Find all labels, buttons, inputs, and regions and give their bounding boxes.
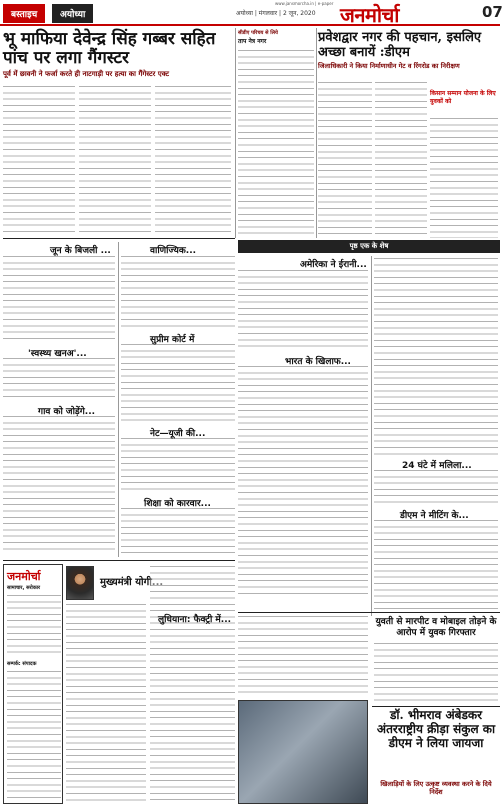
- section-heading: गाव को जोड़ेंगे...: [38, 407, 96, 417]
- section-body: [238, 616, 368, 696]
- masthead-logo: जनमोर्चा: [340, 3, 399, 27]
- ad-details: [7, 671, 61, 801]
- ad-body: [7, 595, 61, 655]
- section-body: [374, 258, 498, 456]
- section-body: [121, 344, 235, 424]
- section-body: [374, 643, 498, 703]
- section-tag: बस्ताइच: [3, 4, 45, 23]
- city-tag: अयोध्या: [52, 4, 93, 23]
- section-rule: [3, 238, 235, 239]
- right-story-headline: प्रवेशद्वार नगर की पहचान, इसलिए अच्छा बनायें :डीएम: [318, 30, 482, 60]
- page-number: 07: [482, 3, 503, 21]
- lead-column-2: [79, 86, 151, 234]
- bottom-right-headline: डॉ. भीमराव अंबेडकर अंतरराष्ट्रीय क्रीड़ा संकुल का डीएम ने लिया जायजा: [376, 708, 496, 750]
- bottom-right-top-headline: युवती से मारपीट व मोबाइल तोड़ने के आरोप में युवक गिरफ्तार: [375, 617, 497, 638]
- rr-story-body: [430, 118, 498, 238]
- section-heading: लुधियाना: फैक्ट्री में...: [158, 615, 232, 625]
- page-header: [0, 0, 503, 27]
- section-rule: [238, 612, 500, 613]
- portrait-photo: [66, 566, 94, 600]
- right-story-column-2: [375, 82, 427, 238]
- lead-column-3: [155, 86, 231, 234]
- section-heading: शिक्षा को कारवार...: [144, 499, 211, 509]
- lead-column-1: [3, 86, 75, 234]
- ad-tagline: सामाचार, सरोकार: [7, 585, 41, 591]
- web-line: www.jansmorcha.in | e-paper: [275, 1, 334, 6]
- section-heading: वाणिज्यिक...: [150, 246, 197, 256]
- section-heading: अमेरिका ने ईरानी...: [300, 260, 367, 270]
- column-divider: [316, 28, 317, 238]
- rr-story-headline: किसान सम्मान योजना के लिए युवकों को: [430, 90, 496, 105]
- section-body: [66, 604, 146, 804]
- section-rule: [372, 706, 500, 707]
- section-body: [3, 256, 115, 344]
- column-divider: [371, 256, 372, 616]
- side-story-body: [238, 50, 314, 238]
- section-body: [374, 520, 498, 610]
- right-story-subhead: जिलाधिकारी ने किया निर्माणाधीन गेट व रिंगरोड का निरीक्षण: [318, 62, 460, 70]
- side-story-tag: सीडीए परिचय से लिये: [238, 30, 278, 36]
- section-body: [374, 470, 498, 506]
- lead-subhead: पूर्व में छावनी ने फर्जा करते ही नाटगाड़ी पर हत्या का गैंगेस्टर एक्ट: [3, 70, 170, 78]
- section-heading: नेट—यूजी की...: [150, 429, 206, 439]
- section-heading: भारत के खिलाफ...: [285, 357, 351, 367]
- section-body: [121, 508, 235, 558]
- section-heading: जून के बिजली ...: [50, 246, 111, 256]
- right-story-column-1: [318, 82, 372, 238]
- section-body: [121, 438, 235, 494]
- continued-banner: पृष्ठ एक के शेष: [238, 240, 500, 253]
- side-story-headline: ताप नेत्र नगर: [238, 38, 267, 45]
- section-body: [3, 416, 115, 554]
- section-heading: 24 घंटे में मलिला...: [402, 461, 472, 471]
- section-rule: [3, 560, 235, 561]
- section-body: [150, 566, 235, 804]
- section-body: [238, 366, 368, 596]
- bottom-right-subhead: खिलाड़ियों के लिए उत्कृष्ट व्यवस्था करने के दिये निर्देश: [380, 780, 492, 796]
- column-divider: [118, 242, 119, 557]
- section-heading: मुख्यमंत्री योगी...: [100, 577, 164, 588]
- section-heading: 'स्वस्थ्य खनअ'...: [28, 349, 87, 359]
- section-heading: सुप्रीम कोर्ट में: [150, 335, 195, 345]
- section-body: [238, 270, 368, 352]
- lead-headline: भू माफिया देवेन्द्र सिंह गब्बर सहित पांच पर लगा गैंगस्टर: [3, 29, 216, 68]
- section-body: [121, 256, 235, 330]
- column-divider: [235, 28, 236, 238]
- news-photo: [238, 700, 368, 804]
- section-body: [3, 358, 115, 402]
- section-heading: डीएम ने मीटिंग के...: [400, 511, 469, 521]
- ad-contact: सम्पर्क: संपादक: [7, 661, 37, 667]
- dateline: अयोध्या | मंगलवार | 2 जून, 2020: [236, 10, 316, 17]
- newspaper-ad: [3, 564, 63, 804]
- ad-logo: जनमोर्चा: [7, 570, 41, 583]
